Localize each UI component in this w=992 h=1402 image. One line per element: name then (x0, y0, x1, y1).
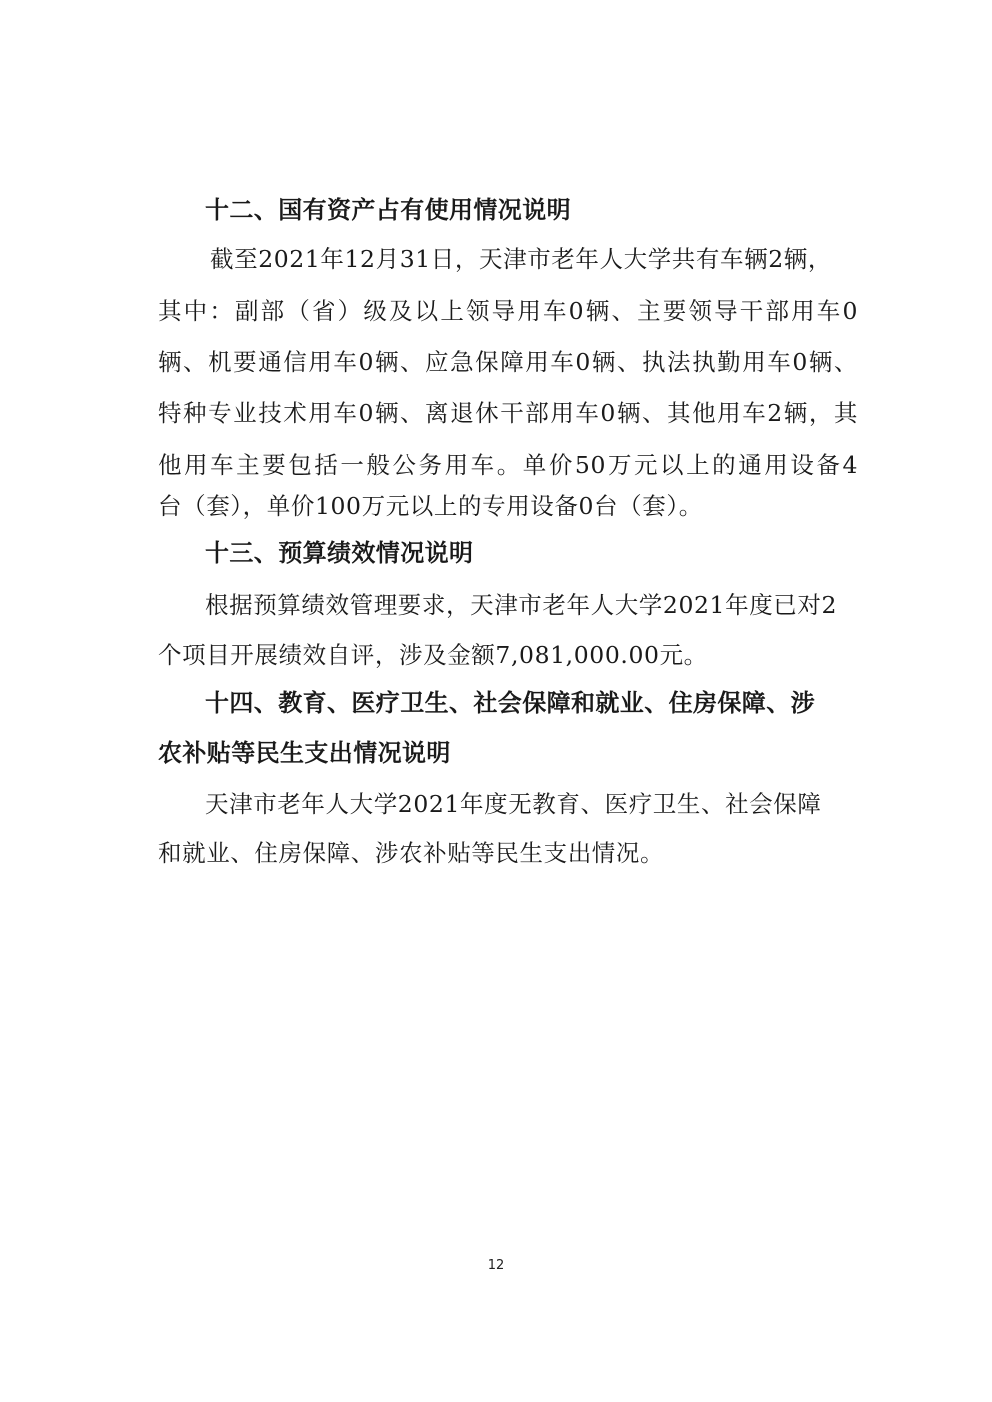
section-14-heading-line-1: 十四、教育、医疗卫生、社会保障和就业、住房保障、涉 (205, 689, 815, 717)
section-12-line-5: 他用车主要包括一般公务用车。单价50万元以上的通用设备4 (158, 451, 858, 479)
section-13-heading: 十三、预算绩效情况说明 (205, 539, 474, 567)
section-13-line-1: 根据预算绩效管理要求，天津市老年人大学2021年度已对2 (205, 591, 838, 619)
section-12-heading: 十二、国有资产占有使用情况说明 (205, 196, 571, 224)
page-number: 12 (487, 1258, 505, 1273)
section-13-line-2: 个项目开展绩效自评，涉及金额7,081,000.00元。 (158, 641, 708, 669)
section-14-heading-line-2: 农补贴等民生支出情况说明 (158, 739, 451, 767)
section-12-line-2: 其中：副部（省）级及以上领导用车0辆、主要领导干部用车0 (158, 297, 858, 325)
section-12-line-3: 辆、机要通信用车0辆、应急保障用车0辆、执法执勤用车0辆、 (158, 348, 858, 376)
section-14-line-2: 和就业、住房保障、涉农补贴等民生支出情况。 (158, 839, 665, 867)
section-12-line-4: 特种专业技术用车0辆、离退休干部用车0辆、其他用车2辆，其 (158, 399, 858, 427)
section-12-line-6: 台（套），单价100万元以上的专用设备0台（套）。 (158, 492, 703, 520)
section-14-line-1: 天津市老年人大学2021年度无教育、医疗卫生、社会保障 (205, 790, 822, 818)
section-12-line-1: 截至2021年12月31日，天津市老年人大学共有车辆2辆， (210, 245, 832, 273)
